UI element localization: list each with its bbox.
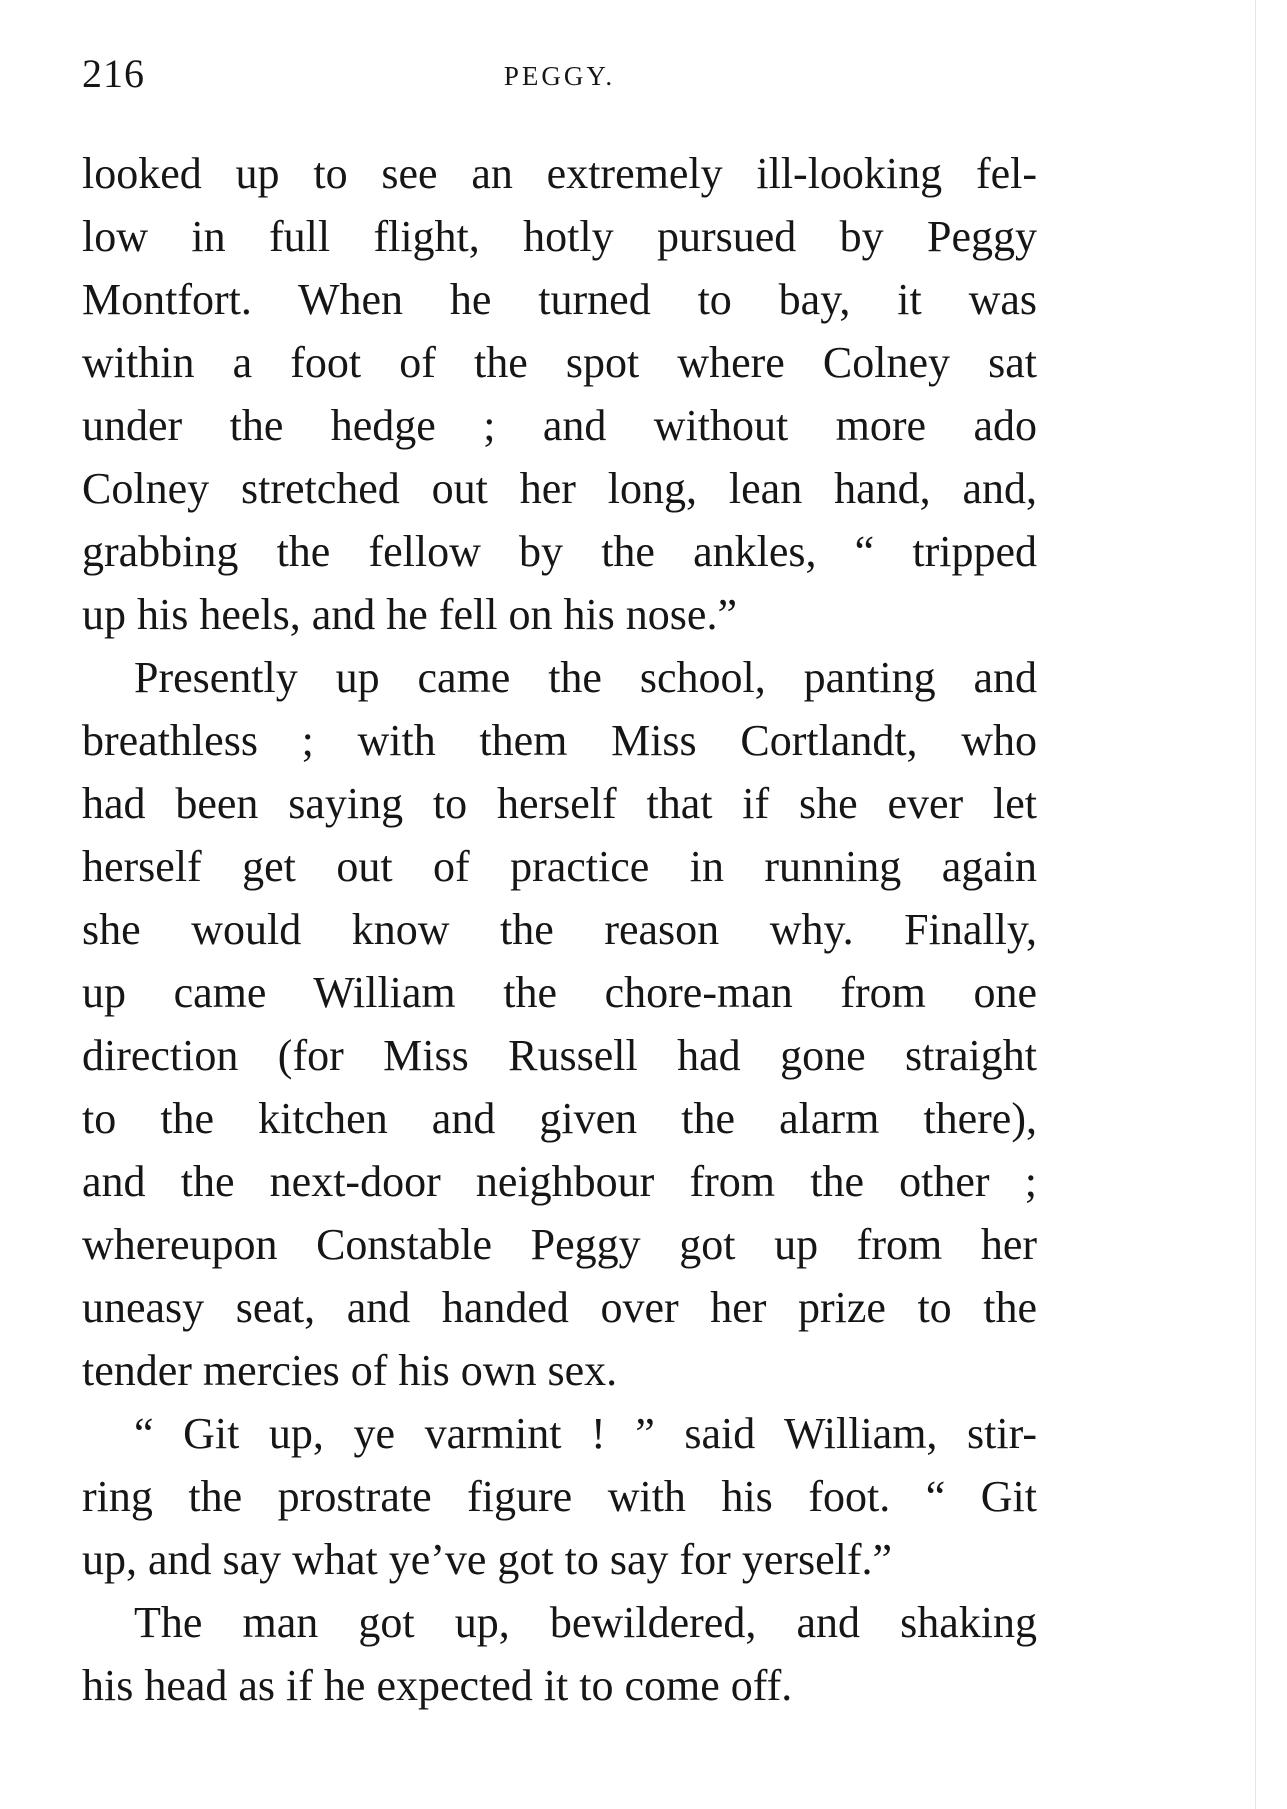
running-title: PEGGY. (503, 61, 616, 91)
running-header (82, 48, 1037, 108)
text-line: “ Git up, ye varmint ! ” said William, stir- (134, 1409, 1037, 1458)
text-line: up his heels, and he fell on his nose.” (82, 590, 737, 639)
paragraph (82, 142, 1037, 646)
paragraph (82, 1402, 1037, 1591)
text-line: tender mercies of his own sex. (82, 1346, 618, 1395)
page-number: 216 (82, 51, 145, 96)
text-line: looked up to see an extremely ill-looking fel- (82, 149, 1037, 198)
text-line: she would know the reason why. Finally, (82, 905, 1037, 954)
paragraph (82, 646, 1037, 1402)
text-line: Montfort. When he turned to bay, it was (82, 275, 1037, 324)
text-line: ring the prostrate figure with his foot. “ Git (82, 1472, 1037, 1521)
paragraph (82, 1591, 1037, 1717)
text-line: within a foot of the spot where Colney sat (82, 338, 1037, 387)
text-line: uneasy seat, and handed over her prize to the (82, 1283, 1037, 1332)
text-line: direction (for Miss Russell had gone straight (82, 1031, 1037, 1080)
text-line: his head as if he expected it to come off. (82, 1661, 793, 1710)
text-line: grabbing the fellow by the ankles, “ tripped (82, 527, 1037, 576)
text-line: up, and say what ye’ve got to say for yerself.” (82, 1535, 893, 1584)
page-edge-line (1255, 0, 1256, 1809)
text-line: whereupon Constable Peggy got up from her (82, 1220, 1037, 1269)
text-line: up came William the chore-man from one (82, 968, 1037, 1017)
text-line: Colney stretched out her long, lean hand, and, (82, 464, 1037, 513)
text-line: to the kitchen and given the alarm there), (82, 1094, 1037, 1143)
text-line: and the next-door neighbour from the other ; (82, 1157, 1037, 1206)
text-line: under the hedge ; and without more ado (82, 401, 1037, 450)
text-line: had been saying to herself that if she ever let (82, 779, 1037, 828)
text-line: herself get out of practice in running again (82, 842, 1037, 891)
text-line: Presently up came the school, panting and (134, 653, 1037, 702)
text-line: breathless ; with them Miss Cortlandt, who (82, 716, 1037, 765)
text-line: low in full flight, hotly pursued by Peggy (82, 212, 1037, 261)
text-line: The man got up, bewildered, and shaking (134, 1598, 1037, 1647)
body-text (82, 142, 1037, 1717)
